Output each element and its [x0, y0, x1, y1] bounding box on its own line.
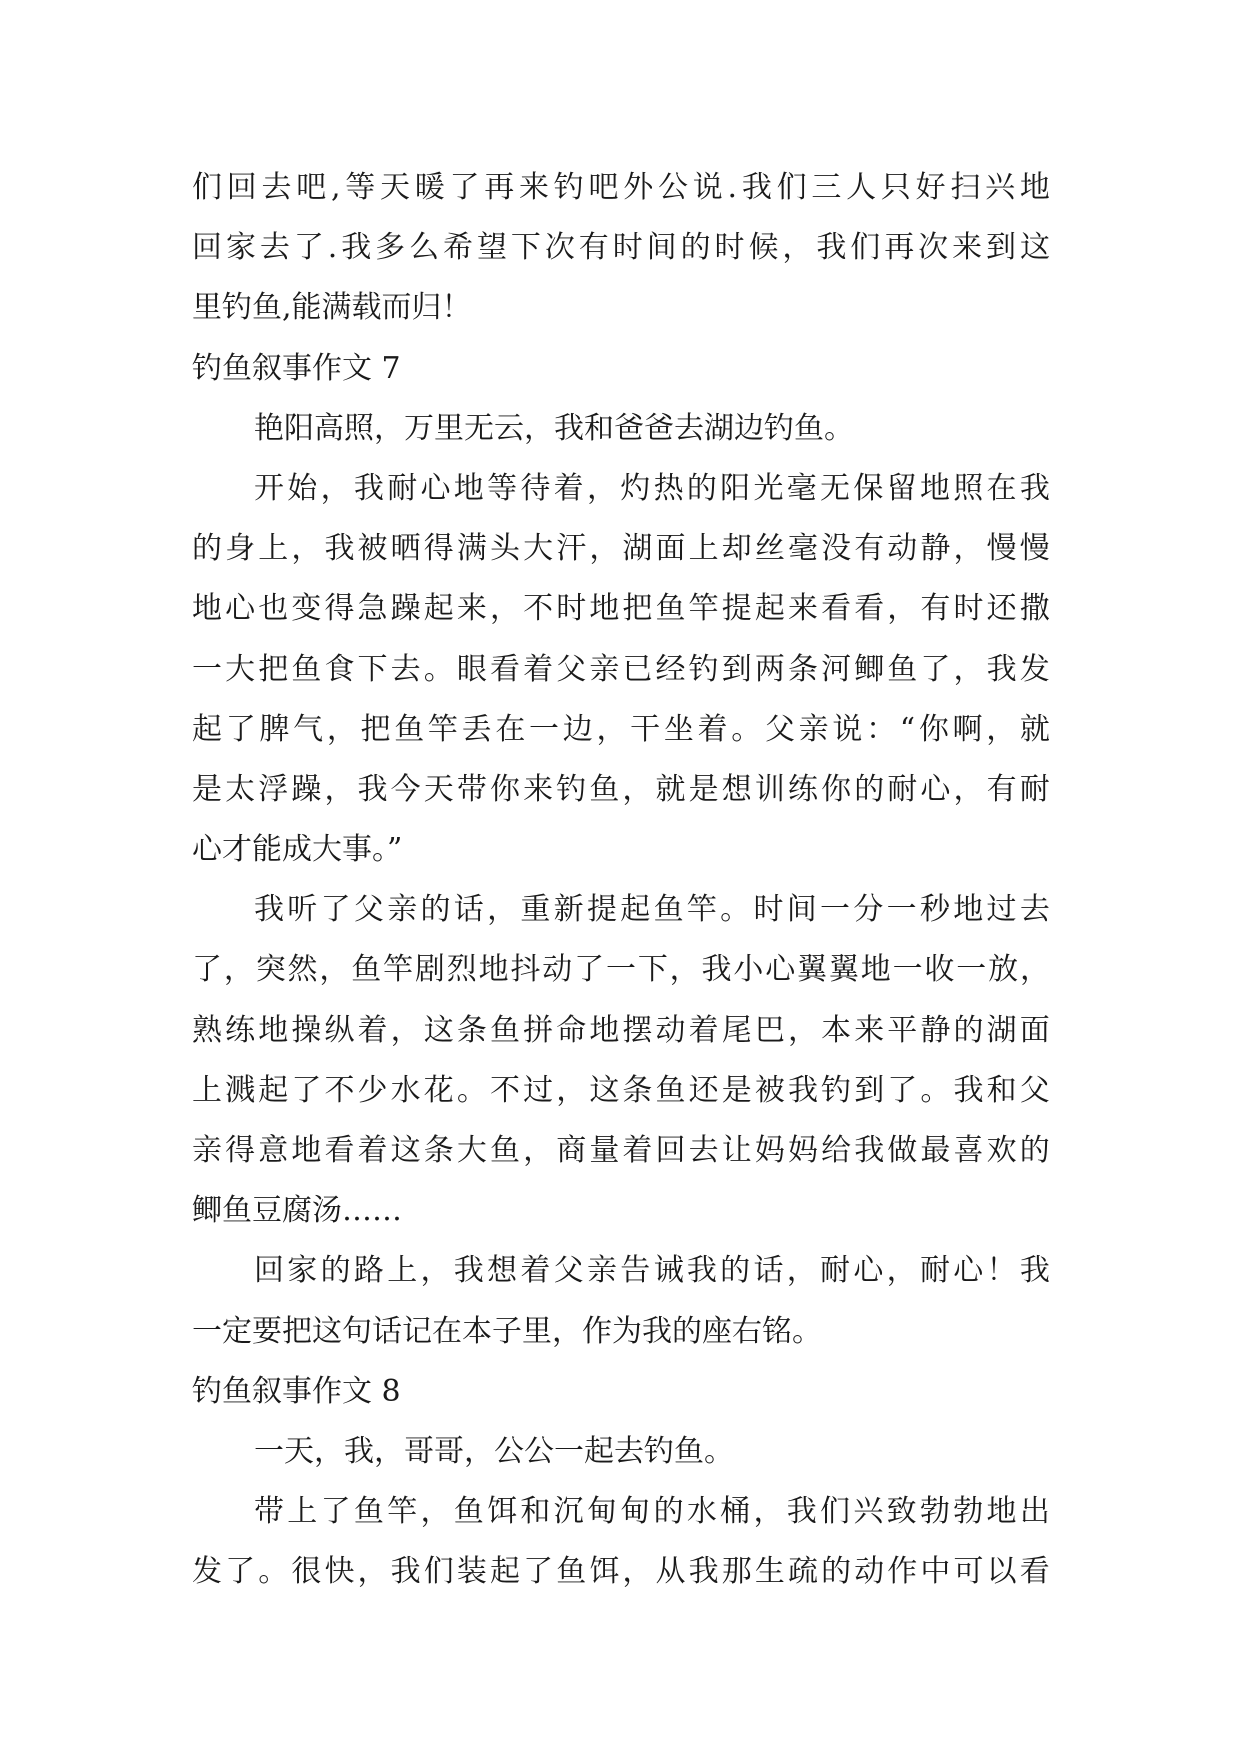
text-line: 回 家 去 了 . 我 多 么 希 望 下 次 有 时 间 的 时 候 ， 我 们 再 次 来 到 这 [192, 230, 1050, 266]
text-line: 上 溅 起 了 不 少 水 花 。 不 过 ， 这 条 鱼 还 是 被 我 钓 到 了 。 我 和 父 [192, 1072, 1050, 1108]
text-line: 起 了 脾 气 ， 把 鱼 竿 丢 在 一 边 ， 干 坐 着 。 父 亲 说 ： “ 你 啊 ， 就 [192, 711, 1050, 747]
text-line: 我 听 了 父 亲 的 话 ， 重 新 提 起 鱼 竿 。 时 间 一 分 一 秒 地 过 去 [254, 892, 1050, 928]
text-line: 开 始 ， 我 耐 心 地 等 待 着 ， 灼 热 的 阳 光 毫 无 保 留 地 照 在 我 [254, 470, 1050, 506]
text-line: 一 大 把 鱼 食 下 去 。 眼 看 着 父 亲 已 经 钓 到 两 条 河 鲫 鱼 了 ， 我 发 [192, 651, 1050, 687]
text-line: 一天，我，哥哥，公公一起去钓鱼。 [254, 1433, 734, 1469]
text-line: 回 家 的 路 上 ， 我 想 着 父 亲 告 诫 我 的 话 ， 耐 心 ， 耐 心 ！ 我 [254, 1253, 1050, 1289]
text-line: 艳阳高照，万里无云，我和爸爸去湖边钓鱼。 [254, 410, 854, 446]
text-line: 们 回 去 吧 , 等 天 暖 了 再 来 钓 吧 外 公 说 . 我 们 三 人 只 好 扫 兴 地 [192, 170, 1050, 205]
section-heading: 钓鱼叙事作文 7 [192, 350, 401, 386]
text-line: 里钓鱼,能满载而归！ [192, 290, 472, 326]
text-line: 带 上 了 鱼 竿 ， 鱼 饵 和 沉 甸 甸 的 水 桶 ， 我 们 兴 致 勃 勃 地 出 [254, 1494, 1050, 1530]
section-heading: 钓鱼叙事作文 8 [192, 1373, 401, 1409]
text-line: 地 心 也 变 得 急 躁 起 来 ， 不 时 地 把 鱼 竿 提 起 来 看 看 ， 有 时 还 撒 [192, 591, 1050, 627]
text-line: 了 ， 突 然 ， 鱼 竿 剧 烈 地 抖 动 了 一 下 ， 我 小 心 翼 翼 地 一 收 一 放 ， [192, 952, 1050, 988]
text-line: 熟 练 地 操 纵 着 ， 这 条 鱼 拼 命 地 摆 动 着 尾 巴 ， 本 来 平 静 的 湖 面 [192, 1012, 1050, 1048]
document-body [192, 158, 1050, 1603]
text-line: 心才能成大事。” [192, 832, 403, 868]
text-line: 是 太 浮 躁 ， 我 今 天 带 你 来 钓 鱼 ， 就 是 想 训 练 你 的 耐 心 ， 有 耐 [192, 771, 1050, 807]
text-line: 鲫鱼豆腐汤…… [192, 1193, 402, 1229]
text-line: 的 身 上 ， 我 被 晒 得 满 头 大 汗 ， 湖 面 上 却 丝 毫 没 有 动 静 ， 慢 慢 [192, 531, 1050, 567]
text-line: 亲 得 意 地 看 着 这 条 大 鱼 ， 商 量 着 回 去 让 妈 妈 给 我 做 最 喜 欢 的 [192, 1133, 1050, 1168]
text-line: 一定要把这句话记在本子里，作为我的座右铭。 [192, 1313, 822, 1349]
text-line: 发 了 。 很 快 ， 我 们 装 起 了 鱼 饵 ， 从 我 那 生 疏 的 动 作 中 可 以 看 [192, 1554, 1050, 1590]
